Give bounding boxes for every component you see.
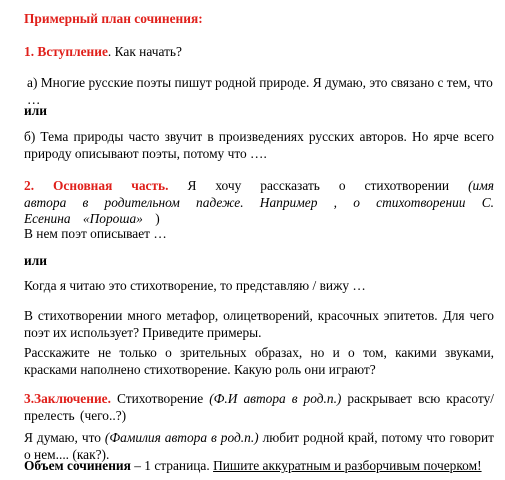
- main-describes-line: В нем поэт описывает …: [24, 226, 167, 241]
- plan-title: Примерный план сочинения:: [24, 11, 203, 26]
- main-images-paragraph: Расскажите не только о зрительных образах, но и о том, какими звуками, красками наполнено стихотворение. Какую роль они играют?: [24, 345, 494, 377]
- intro-option-b: б) Тема природы часто звучит в произведениях русских авторов. Но ярче всего природу описывают поэты, потому что ….: [24, 129, 494, 161]
- main-part-close: ): [142, 211, 160, 227]
- or-label-1: или: [24, 103, 47, 118]
- volume-instruction: Пишите аккуратным и разборчивым почерком!: [213, 458, 482, 473]
- main-part-hint: (имя автора в родительном падеже. Например , о стихотворении С. Есенина «Пороша»: [24, 178, 495, 227]
- intro-heading-dot: .: [107, 44, 112, 59]
- conclusion-heading: 3.Заключение.: [24, 391, 111, 406]
- conclusion-line2-start: Я думаю, что: [24, 430, 105, 445]
- main-read-line: Когда я читаю это стихотворение, то представляю / вижу …: [24, 278, 366, 293]
- conclusion-line2-end: любит родной край, потому что говорит о нем.... (как?).: [24, 430, 494, 462]
- intro-option-a: а) Многие русские поэты пишут родной природе. Я думаю, это связано с тем, что …: [27, 75, 493, 107]
- intro-heading-line: [24, 44, 494, 61]
- conclusion-hint-2: (Фамилия автора в род.п.): [104, 430, 259, 445]
- intro-question: Как начать?: [111, 44, 182, 59]
- conclusion-hint-1: (Ф.И автора в род.п.): [209, 391, 342, 406]
- volume-dash: – 1 страница.: [130, 458, 214, 473]
- main-part-heading: 2. Основная часть.: [24, 178, 169, 193]
- or-label-2: или: [24, 253, 47, 268]
- main-part-paragraph: [24, 178, 494, 228]
- conclusion-paragraph: [24, 391, 494, 424]
- volume-label: Объем сочинения: [24, 458, 131, 473]
- intro-heading: 1. Вступление: [24, 44, 108, 59]
- main-part-text: Я хочу рассказать о стихотворении: [168, 178, 469, 193]
- volume-line: [24, 458, 494, 475]
- main-metaphors-paragraph: В стихотворении много метафор, олицетворений, красочных эпитетов. Для чего поэт их использует? Приведите примеры.: [24, 308, 494, 340]
- conclusion-text-1: Стихотворение: [110, 391, 210, 406]
- conclusion-text-2: раскрывает всю красоту/ прелесть (чего..?): [24, 391, 494, 423]
